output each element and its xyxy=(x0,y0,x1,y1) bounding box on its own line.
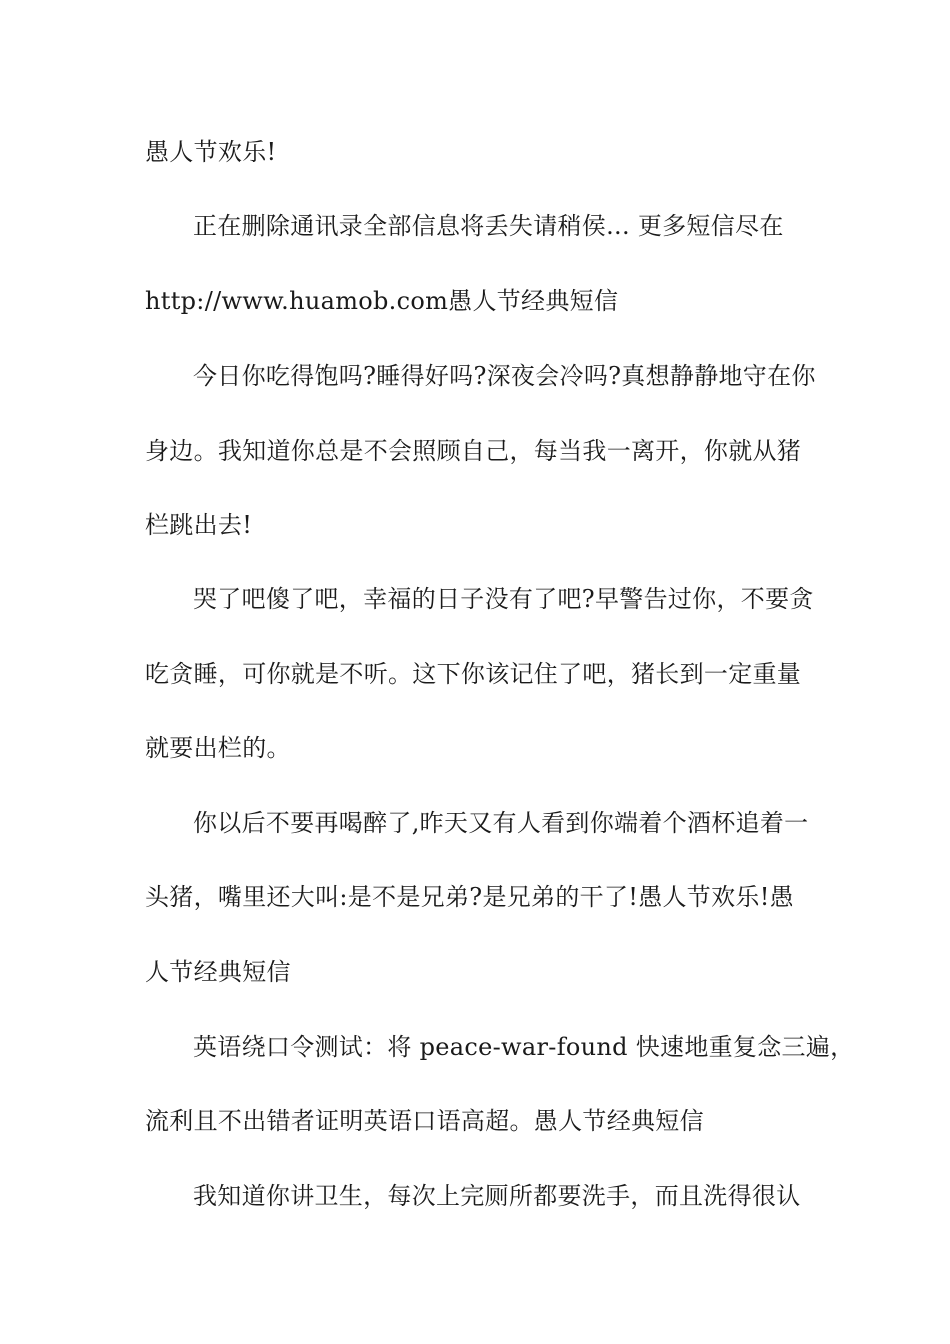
text-line: 就要出栏的。 xyxy=(145,734,291,762)
paragraph-start: 你以后不要再喝醉了,昨天又有人看到你端着个酒杯追着一 xyxy=(193,809,809,837)
text-line: 流利且不出错者证明英语口语高超。愚人节经典短信 xyxy=(145,1107,704,1135)
text-line: 愚人节欢乐! xyxy=(145,138,277,166)
text-line: 栏跳出去! xyxy=(145,511,253,539)
paragraph-start: 我知道你讲卫生，每次上完厕所都要洗手，而且洗得很认 xyxy=(193,1182,801,1210)
text-line: 身边。我知道你总是不会照顾自己，每当我一离开，你就从猪 xyxy=(145,437,802,465)
text-line: 吃贪睡，可你就是不听。这下你该记住了吧，猪长到一定重量 xyxy=(145,660,802,688)
text-line: http://www.huamob.com愚人节经典短信 xyxy=(145,287,619,315)
text-line: 头猪，嘴里还大叫:是不是兄弟?是兄弟的干了!愚人节欢乐!愚 xyxy=(145,883,794,911)
text-line: 人节经典短信 xyxy=(145,958,291,986)
paragraph-start: 今日你吃得饱吗?睡得好吗?深夜会冷吗?真想静静地守在你 xyxy=(193,362,816,390)
paragraph-start: 英语绕口令测试：将 peace-war-found 快速地重复念三遍， xyxy=(193,1033,855,1061)
paragraph-start: 正在删除通讯录全部信息将丢失请稍侯... 更多短信尽在 xyxy=(193,212,784,240)
paragraph-start: 哭了吧傻了吧，幸福的日子没有了吧?早警告过你，不要贪 xyxy=(193,585,814,613)
